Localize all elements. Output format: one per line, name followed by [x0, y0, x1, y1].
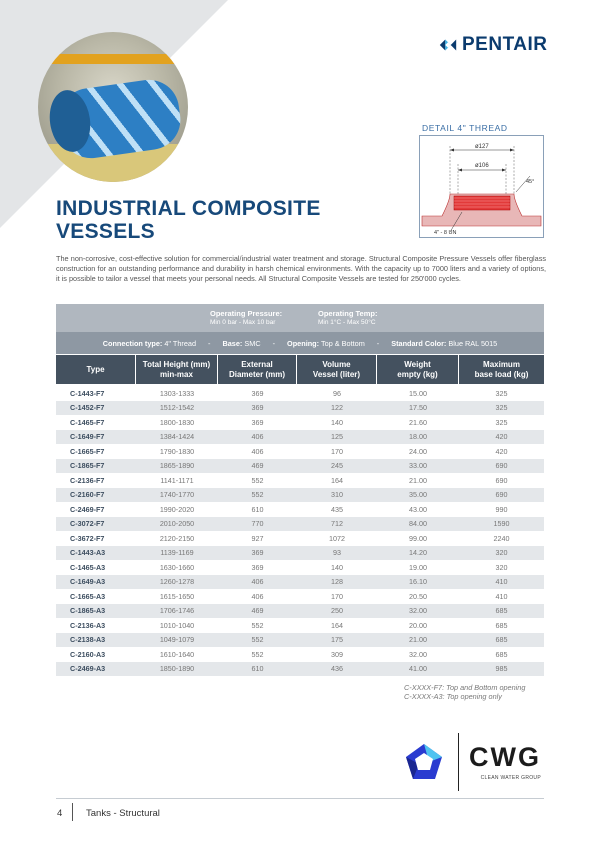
- footer-section-title: Tanks - Structural: [86, 808, 160, 819]
- table-cell: 1990-2020: [159, 504, 195, 514]
- table-cell: 21.60: [409, 417, 427, 427]
- table-cell: 410: [495, 577, 508, 587]
- cell-type: C-3072-F7: [70, 519, 105, 529]
- cell-type: C-1865-A3: [70, 606, 106, 616]
- cell-type: C-1465-A3: [70, 562, 106, 572]
- table-cell: 406: [251, 577, 264, 587]
- table-cell: 140: [331, 562, 343, 572]
- operating-temp: Operating Temp: Min 1°C - Max 50°C: [318, 309, 378, 326]
- table-cell: 20.00: [409, 620, 427, 630]
- header-height: Total Height (mm) min-max: [136, 355, 218, 384]
- vessel-photo: [38, 32, 188, 182]
- table-row: [56, 488, 544, 503]
- table-row: [56, 633, 544, 648]
- header-weight: Weight empty (kg): [377, 355, 459, 384]
- pentair-logo-icon: [438, 34, 458, 56]
- table-cell: 170: [331, 446, 343, 456]
- cell-type: C-1649-A3: [70, 577, 106, 587]
- table-row: [56, 647, 544, 662]
- table-cell: 170: [331, 591, 343, 601]
- table-cell: 1072: [329, 533, 345, 543]
- cell-type: C-2136-F7: [70, 475, 105, 485]
- table-cell: 552: [251, 620, 264, 630]
- cell-type: C-1465-F7: [70, 417, 105, 427]
- table-row: [56, 589, 544, 604]
- page-number: 4: [57, 808, 63, 819]
- table-row: [56, 415, 544, 430]
- table-cell: 43.00: [409, 504, 427, 514]
- cell-type: C-2160-F7: [70, 490, 105, 500]
- table-cell: 41.00: [409, 664, 427, 674]
- table-row: [56, 575, 544, 590]
- table-cell: 20.50: [409, 591, 427, 601]
- cell-type: C-2160-A3: [70, 649, 106, 659]
- table-cell: 927: [251, 533, 264, 543]
- table-cell: 128: [331, 577, 343, 587]
- table-cell: 552: [251, 635, 264, 645]
- table-cell: 84.00: [409, 519, 427, 529]
- table-cell: 21.00: [409, 475, 427, 485]
- table-row: [56, 517, 544, 532]
- table-cell: 420: [495, 432, 508, 442]
- table-cell: 712: [331, 519, 343, 529]
- thread-detail-svg: [420, 136, 543, 237]
- table-cell: 685: [495, 649, 508, 659]
- table-cell: 469: [251, 606, 264, 616]
- table-cell: 552: [251, 649, 264, 659]
- table-cell: 690: [495, 461, 508, 471]
- table-cell: 320: [495, 548, 508, 558]
- table-cell: 610: [251, 504, 264, 514]
- cell-type: C-1865-F7: [70, 461, 105, 471]
- table-cell: 410: [495, 591, 508, 601]
- table-cell: 369: [251, 562, 264, 572]
- table-cell: 685: [495, 620, 508, 630]
- table-cell: 469: [251, 461, 264, 471]
- table-cell: 1303-1333: [159, 388, 195, 398]
- table-cell: 21.00: [409, 635, 427, 645]
- table-cell: 320: [495, 562, 508, 572]
- table-cell: 1740-1770: [159, 490, 195, 500]
- table-row: [56, 560, 544, 575]
- cell-type: C-1443-A3: [70, 548, 106, 558]
- table-cell: 1049-1079: [159, 635, 195, 645]
- table-row: [56, 444, 544, 459]
- table-cell: 35.00: [409, 490, 427, 500]
- table-cell: 33.00: [409, 461, 427, 471]
- table-cell: 1384-1424: [159, 432, 195, 442]
- table-cell: 369: [251, 548, 264, 558]
- table-row: [56, 618, 544, 633]
- table-cell: 19.00: [409, 562, 427, 572]
- table-cell: 15.00: [409, 388, 427, 398]
- table-cell: 552: [251, 475, 264, 485]
- cwg-logo: [404, 733, 541, 791]
- table-cell: 552: [251, 490, 264, 500]
- thread-label: 4" - 8 UN: [434, 230, 457, 236]
- opening-spec: Opening: Top & Bottom: [287, 338, 365, 348]
- table-cell: 99.00: [409, 533, 427, 543]
- cwg-text: CWG: [469, 742, 541, 772]
- table-cell: 164: [331, 475, 343, 485]
- table-cell: 610: [251, 664, 264, 674]
- table-cell: 690: [495, 475, 508, 485]
- table-cell: 309: [331, 649, 343, 659]
- table-row: [56, 473, 544, 488]
- table-cell: 18.00: [409, 432, 427, 442]
- detail-title: DETAIL 4" THREAD: [422, 123, 508, 133]
- table-cell: 2120-2150: [159, 533, 195, 543]
- vessel-table: [56, 386, 544, 676]
- table-cell: 245: [331, 461, 343, 471]
- table-cell: 369: [251, 388, 264, 398]
- table-cell: 990: [495, 504, 508, 514]
- table-cell: 32.00: [409, 649, 427, 659]
- table-cell: 985: [495, 664, 508, 674]
- table-cell: 325: [495, 403, 508, 413]
- table-cell: 1512-1542: [159, 403, 195, 413]
- table-cell: 250: [331, 606, 343, 616]
- table-cell: 1790-1830: [159, 446, 195, 456]
- table-cell: 122: [331, 403, 343, 413]
- table-row: [56, 604, 544, 619]
- table-cell: 770: [251, 519, 264, 529]
- cell-type: C-1443-F7: [70, 388, 105, 398]
- table-cell: 420: [495, 446, 508, 456]
- specs-band: Connection type: 4" Thread - Base: SMC - Opening: Top & Bottom - Standard Color: Blue RAL 5015: [56, 332, 544, 354]
- cell-type: C-1452-F7: [70, 403, 105, 413]
- table-cell: 16.10: [409, 577, 427, 587]
- cell-type: C-1665-A3: [70, 591, 106, 601]
- table-header: [56, 355, 544, 384]
- table-cell: 1010-1040: [159, 620, 195, 630]
- cell-type: C-2469-A3: [70, 664, 106, 674]
- table-cell: 1706-1746: [159, 606, 195, 616]
- table-cell: 1610-1640: [159, 649, 195, 659]
- table-cell: 17.50: [409, 403, 427, 413]
- table-cell: 1141-1171: [160, 475, 194, 485]
- header-base-load: Maximum base load (kg): [474, 359, 529, 379]
- table-cell: 325: [495, 417, 508, 427]
- header-volume: Volume Vessel (liter): [297, 355, 377, 384]
- table-cell: 436: [331, 664, 343, 674]
- table-cell: 685: [495, 606, 508, 616]
- table-cell: 435: [331, 504, 343, 514]
- table-cell: 310: [331, 490, 343, 500]
- footer-line: [56, 798, 544, 799]
- table-cell: 406: [251, 591, 264, 601]
- table-cell: 406: [251, 432, 264, 442]
- type-notes: C-XXXX-F7: Top and Bottom opening C-XXXX-A3: Top opening only: [404, 683, 526, 701]
- table-cell: 140: [331, 417, 343, 427]
- table-cell: 96: [333, 388, 341, 398]
- table-cell: 1139-1169: [160, 548, 194, 558]
- cell-type: C-2469-F7: [70, 504, 105, 514]
- table-row: [56, 386, 544, 401]
- table-cell: 406: [251, 446, 264, 456]
- page-title: INDUSTRIAL COMPOSITE VESSELS: [56, 197, 321, 243]
- table-cell: 1850-1890: [159, 664, 195, 674]
- table-cell: 164: [331, 620, 343, 630]
- table-row: [56, 546, 544, 561]
- table-cell: 1615-1650: [159, 591, 195, 601]
- table-row: [56, 430, 544, 445]
- table-cell: 685: [495, 635, 508, 645]
- table-row: [56, 401, 544, 416]
- table-cell: 1260-1278: [159, 577, 195, 587]
- table-cell: 2240: [493, 533, 510, 543]
- table-cell: 369: [251, 403, 264, 413]
- table-cell: 175: [331, 635, 343, 645]
- cell-type: C-1665-F7: [70, 446, 105, 456]
- angle-label: 45°: [526, 179, 535, 185]
- table-cell: 14.20: [409, 548, 427, 558]
- table-cell: 2010-2050: [159, 519, 195, 529]
- operating-pressure: Operating Pressure: Min 0 bar - Max 10 bar: [210, 309, 283, 326]
- thread-detail-drawing: [419, 135, 544, 238]
- table-row: [56, 662, 544, 677]
- table-cell: 690: [495, 490, 508, 500]
- footer-divider: [72, 803, 73, 821]
- cell-type: C-3672-F7: [70, 533, 105, 543]
- table-cell: 24.00: [409, 446, 427, 456]
- table-cell: 1590: [493, 519, 510, 529]
- table-row: [56, 459, 544, 474]
- table-cell: 93: [333, 548, 341, 558]
- table-cell: 325: [495, 388, 508, 398]
- pentair-logo-text: PENTAIR: [462, 34, 548, 55]
- intro-paragraph: The non-corrosive, cost-effective solution for commercial/industrial water treatment and storage. Structural Composite Pressure Vessels offer fiberglass construction for an outstanding performance and durability in harsh chemical environments. With the capacity up to 7000 liters and a variety of options, it is possible to tailor a vessel that meets your personal needs. All Structural Composite Vessels are tested for 250'000 cycles.: [56, 254, 546, 283]
- operating-conditions-band: [56, 304, 544, 332]
- cwg-subtitle: CLEAN WATER GROUP: [480, 775, 541, 781]
- connection-spec: Connection type: 4" Thread: [102, 338, 197, 348]
- table-cell: 1800-1830: [159, 417, 195, 427]
- table-row: [56, 531, 544, 546]
- cell-type: C-2136-A3: [70, 620, 106, 630]
- header-type: Type: [56, 355, 136, 384]
- base-spec: Base: SMC: [222, 338, 261, 348]
- table-cell: 125: [331, 432, 343, 442]
- cell-type: C-1649-F7: [70, 432, 105, 442]
- cwg-pentagon-icon: [404, 742, 444, 782]
- cell-type: C-2138-A3: [70, 635, 106, 645]
- pentair-logo: [438, 34, 547, 56]
- dim-outer-label: ø127: [475, 144, 489, 150]
- color-spec: Standard Color: Blue RAL 5015: [391, 338, 498, 348]
- table-cell: 1865-1890: [159, 461, 195, 471]
- dim-inner-label: ø106: [475, 163, 489, 169]
- table-cell: 1630-1660: [159, 562, 195, 572]
- table-row: [56, 502, 544, 517]
- table-cell: 32.00: [409, 606, 427, 616]
- table-cell: 369: [251, 417, 264, 427]
- header-diameter: External Diameter (mm): [218, 355, 297, 384]
